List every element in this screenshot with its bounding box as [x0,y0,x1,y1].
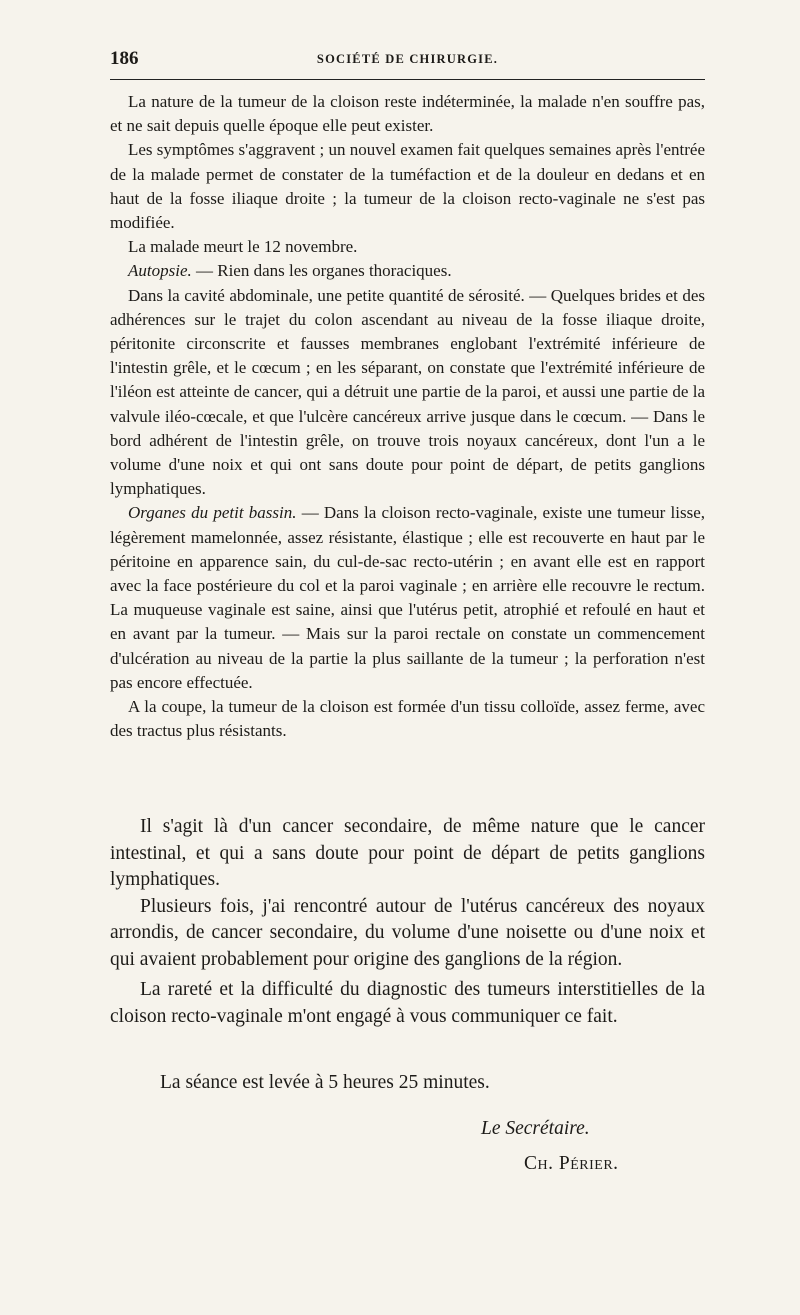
page-header [110,48,705,74]
paragraph-secondary-cancer: Il s'agit là d'un cancer secondaire, de même nature que le cancer intestinal, et qui a sans doute pour point de départ de petits ganglions lymphatiques. [110,816,705,890]
pelvic-organs-heading: Organes du petit bassin. [128,503,297,523]
paragraph-autopsy [110,259,705,283]
header-rule [110,79,705,80]
session-closing: La séance est levée à 5 heures 25 minutes. [160,1072,490,1093]
signature: Ch. Périer. [524,1153,619,1174]
secretary-signoff: Le Secrétaire. [481,1118,590,1139]
paragraph-death: La malade meurt le 12 novembre. [128,237,358,257]
commentary [110,814,705,1030]
paragraph-abdominal-cavity: Dans la cavité abdominale, une petite quantité de sérosité. — Quelques brides et des adhérences sur le trajet du colon ascendant au niveau de la fosse iliaque droite, péritonite circonscrite et fausses membranes englobant l'extrémité inférieure de l'intestin grêle, et le cœcum ; en les séparant, on constate que l'extrémité inférieure de l'iléon est atteinte de cancer, qui a détruit une partie de la paroi, et aussi une partie de la valvule iléo-cœcale, et que l'ulcère cancéreux arrive jusque dans le cœcum. — Dans le bord adhérent de l'intestin grêle, on trouve trois noyaux cancéreux, dont l'un a le volume d'une noix et qui ont sans doute pour point de départ, de petits ganglions lymphatiques. [110,285,705,499]
running-head: SOCIÉTÉ DE CHIRURGIE. [316,52,499,66]
paragraph-tumor-nature: La nature de la tumeur de la cloison reste indéterminée, la malade n'en souffre pas, et ne sait depuis quelle époque elle peut exister. [110,92,705,136]
paragraph-conclusion: La rareté et la difficulté du diagnostic des tumeurs interstitielles de la cloison recto-vaginale m'ont engagé à vous communiquer ce fait. [110,979,705,1027]
case-observation [110,90,705,743]
pelvic-organs-text: — Dans la cloison recto-vaginale, existe une tumeur lisse, légèrement mamelonnée, assez résistante, élastique ; elle est recouverte en haut par le péritoine en apparence sain, du cul-de-sac recto-utérin ; en avant elle est en rapport avec la face postérieure du col et la paroi vaginale ; en arrière elle recouvre le rectum. La muqueuse vaginale est saine, ainsi que l'utérus petit, atrophié et refoulé en haut et en avant par la tumeur. — Mais sur la paroi rectale on constate un commencement d'ulcération au niveau de la partie la plus saillante de la tumeur ; la perforation n'est pas encore effectuée. [110,503,706,692]
paragraph-section: A la coupe, la tumeur de la cloison est formée d'un tissu colloïde, assez ferme, avec des tractus plus résistants. [110,697,705,741]
paragraph-pelvic-organs [110,501,705,695]
paragraph-symptoms: Les symptômes s'aggravent ; un nouvel examen fait quelques semaines après l'entrée de la malade permet de constater de la tuméfaction et de la douleur en dedans et en haut de la fosse iliaque droite ; la tumeur de la cloison recto-vaginale ne s'est pas modifiée. [110,140,705,233]
autopsy-heading: Autopsie. [128,261,192,281]
page-number: 186 [110,48,139,69]
autopsy-text: — Rien dans les organes thoraciques. [191,261,452,281]
paragraph-prior-cases: Plusieurs fois, j'ai rencontré autour de l'utérus cancéreux des noyaux arrondis, de cancer secondaire, du volume d'une noisette ou d'une noix et qui avaient probablement pour origine des ganglions de la région. [110,895,705,970]
